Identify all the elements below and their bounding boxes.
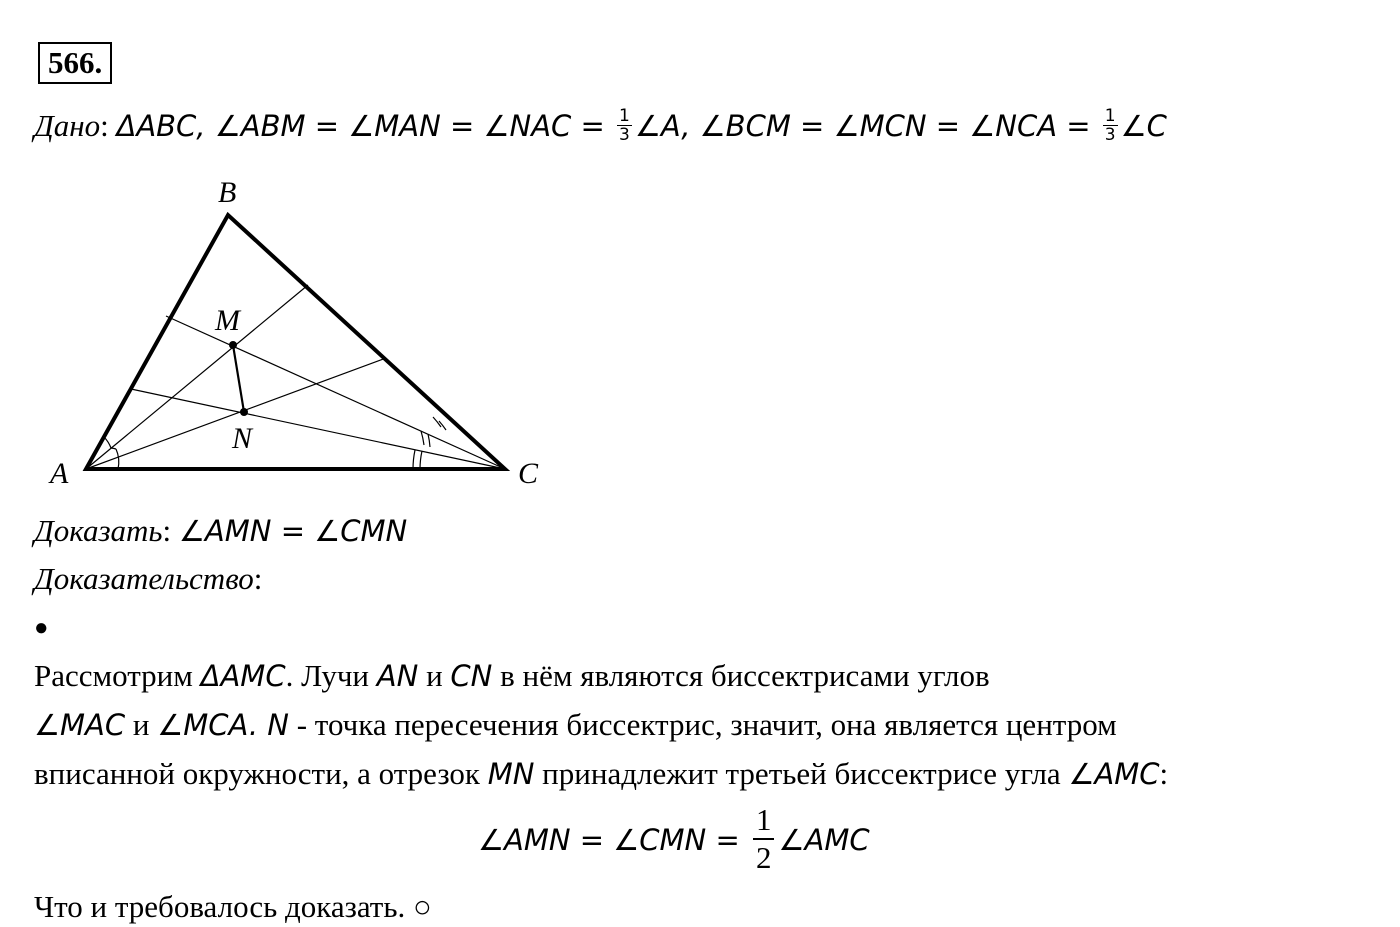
triangle-abc [86,215,505,469]
triangle-figure [40,165,560,495]
angle-mark-c-1b [420,451,422,469]
angle-mark-a-3 [104,437,111,448]
point-m-dot [229,341,237,349]
angle-mark-c-2b [428,434,430,447]
equation-fraction: $\frac{1}{2}$ [753,802,775,876]
label-b: B [218,176,237,209]
prove-label: Доказать [34,513,163,548]
label-n: N [232,422,253,455]
angle-mark-c-1a [413,450,415,469]
label-m: M [215,304,240,337]
conclusion: Что и требовалось доказать. ○ [34,889,432,924]
given-text-a: ΔABC, ∠ABM = ∠MAN = ∠NAC = [116,109,615,143]
bullet: ● [34,615,49,641]
problem-number: 566. [38,42,112,84]
proof-line-1: Рассмотрим ΔAMC. Лучи AN и CN в нём являются биссектрисами углов [34,658,990,693]
proof-label: Доказательство [34,561,254,596]
given-line: Дано: ΔABC, ∠ABM = ∠MAN = ∠NAC = $\frac{1}{3}$ ∠A, ∠BCM = ∠MCN = ∠NCA = $\frac{1}{3}$ ∠C [34,106,1167,146]
segment-mn [233,345,244,412]
label-a: A [50,457,69,490]
trisector-a-1 [86,285,308,469]
proof-line-2: ∠MAC и ∠MCA. N - точка пересечения биссектрис, значит, она является центром [34,707,1117,742]
prove-statement: ∠AMN = ∠CMN [178,514,408,548]
given-fraction-b: $\frac{1}{3}$ [1104,106,1116,146]
given-fraction-a: $\frac{1}{3}$ [619,106,630,146]
given-text-b: ∠A, ∠BCM = ∠MCN = ∠NCA = [634,109,1100,143]
point-n-dot [240,408,248,416]
proof-label-line: Доказательство: [34,561,263,596]
prove-line: Доказать: ∠AMN = ∠CMN [34,513,408,548]
angle-mark-a-1 [116,449,119,469]
trisector-c-2 [131,389,505,469]
proof-line-3: вписанной окружности, а отрезок MN принадлежит третьей биссектрисе угла ∠AMC: [34,756,1169,791]
angle-mark-c-2a [421,431,424,445]
label-c: C [518,457,539,490]
trisector-c-1 [166,316,505,469]
proof-equation: ∠AMN = ∠CMN = $\frac{1}{2}$ ∠AMC [478,802,870,875]
given-text-c: ∠C [1120,109,1167,143]
given-label: Дано [34,108,101,143]
angle-mark-a-2 [111,448,116,449]
